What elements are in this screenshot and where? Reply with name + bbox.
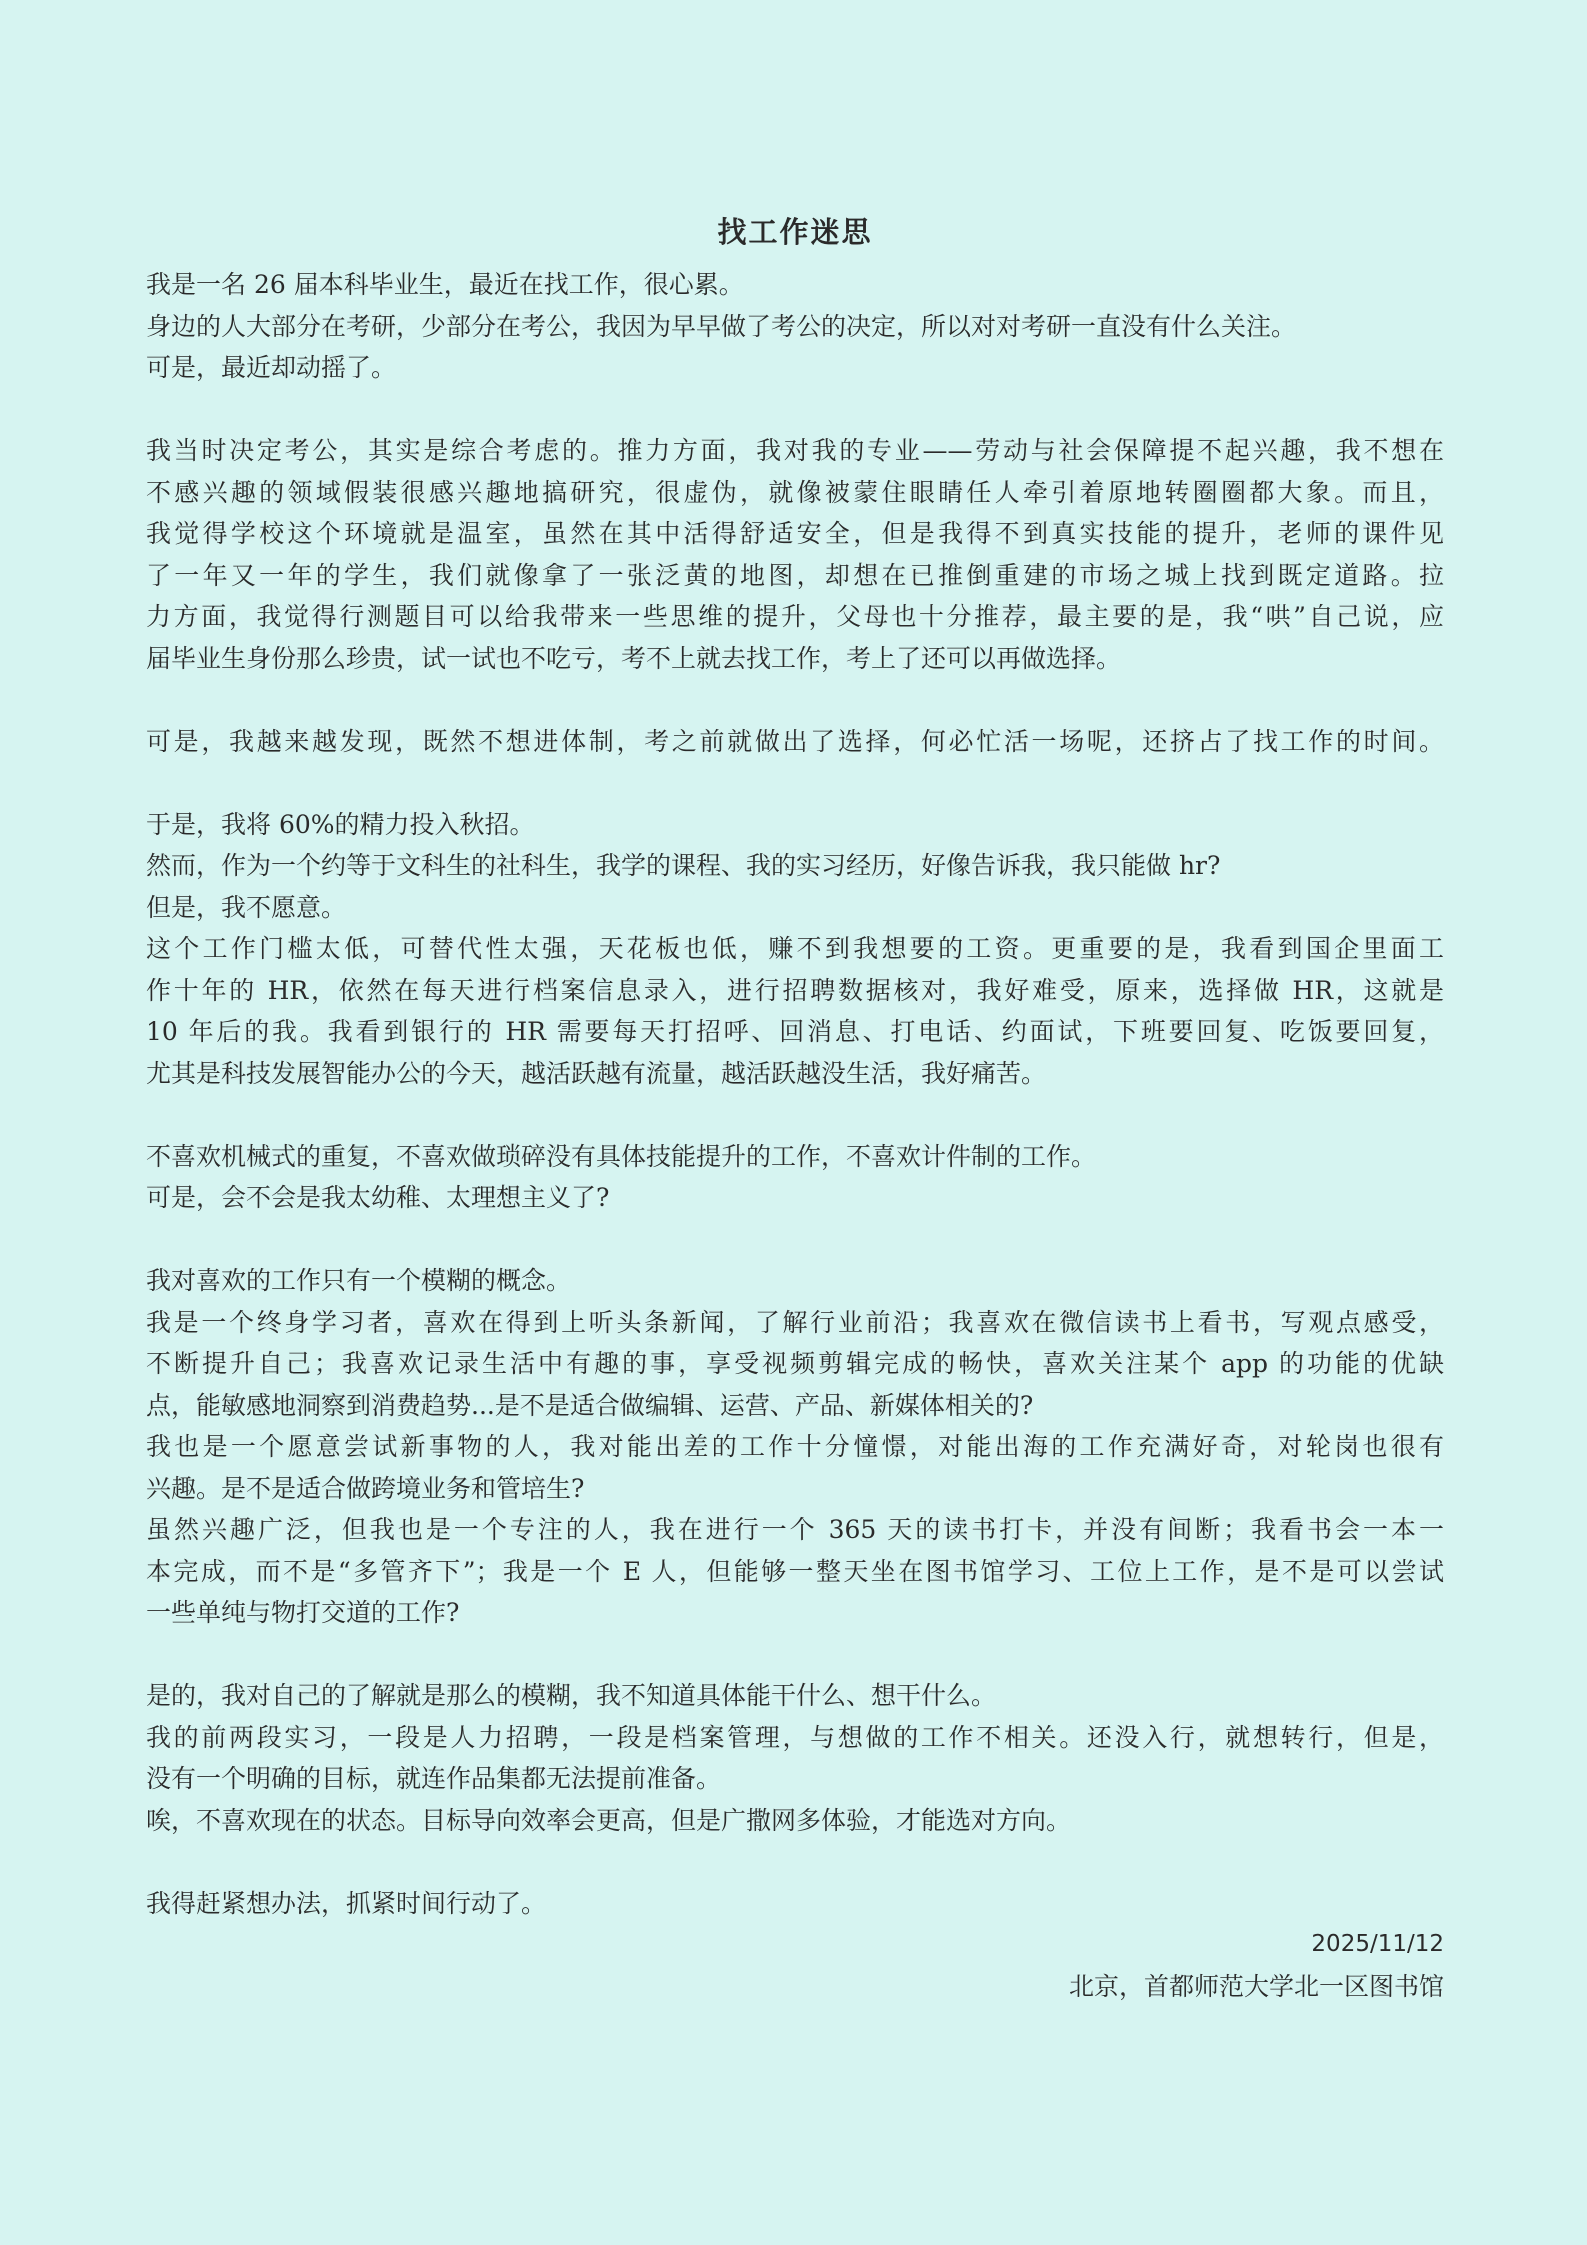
text-line: 唉，不喜欢现在的状态。目标导向效率会更高，但是广撒网多体验，才能选对方向。 (146, 1805, 1072, 1835)
blank-line (146, 1094, 1444, 1136)
text-line: 这个工作门槛太低，可替代性太强，天花板也低，赚不到我想要的工资。更重要的是，我看到国企里面工 (146, 934, 1444, 963)
text-line: 我的前两段实习，一段是人力招聘，一段是档案管理，与想做的工作不相关。还没入行，就想转行，但是， (146, 1722, 1444, 1752)
text-line: 我当时决定考公，其实是综合考虑的。推力方面，我对我的专业——劳动与社会保障提不起兴趣，我不想在 (146, 436, 1444, 465)
text-line: 10 年后的我。我看到银行的 HR 需要每天打招呼、回消息、打电话、约面试，下班要回复、吃饭要回复， (146, 1017, 1444, 1046)
text-line: 然而，作为一个约等于文科生的社科生，我学的课程、我的实习经历，好像告诉我，我只能做 hr? (146, 851, 1221, 880)
blank-line (146, 389, 1444, 431)
document-body (146, 264, 1444, 1924)
text-line: 尤其是科技发展智能办公的今天，越活跃越有流量，越活跃越没生活，我好痛苦。 (146, 1058, 1047, 1088)
text-line: 点，能敏感地洞察到消费趋势...是不是适合做编辑、运营、产品、新媒体相关的? (146, 1390, 1034, 1420)
text-line: 我是一个终身学习者，喜欢在得到上听头条新闻，了解行业前沿；我喜欢在微信读书上看书，写观点感受， (146, 1307, 1444, 1337)
signature-date: 2025/11/12 (1311, 1931, 1444, 1957)
text-line: 可是，最近却动摇了。 (146, 353, 397, 382)
text-line: 虽然兴趣广泛，但我也是一个专注的人，我在进行一个 365 天的读书打卡，并没有间断；我看书会一本一 (146, 1515, 1444, 1544)
text-line: 力方面，我觉得行测题目可以给我带来一些思维的提升，父母也十分推荐，最主要的是，我“哄”自己说，应 (146, 602, 1444, 631)
blank-line (146, 1841, 1444, 1883)
document-page (146, 200, 1444, 2007)
text-line: 于是，我将 60%的精力投入秋招。 (146, 809, 535, 839)
text-line: 我对喜欢的工作只有一个模糊的概念。 (146, 1266, 572, 1295)
text-line: 我觉得学校这个环境就是温室，虽然在其中活得舒适安全，但是我得不到真实技能的提升，老师的课件见 (146, 519, 1444, 548)
text-line: 可是，会不会是我太幼稚、太理想主义了? (146, 1183, 610, 1212)
signature-block (146, 1924, 1444, 2007)
text-line: 了一年又一年的学生，我们就像拿了一张泛黄的地图，却想在已推倒重建的市场之城上找到既定道路。拉 (146, 560, 1444, 590)
text-line: 不感兴趣的领域假装很感兴趣地搞研究，很虚伪，就像被蒙住眼睛任人牵引着原地转圈圈都大象。而且， (146, 477, 1444, 507)
text-line: 不断提升自己；我喜欢记录生活中有趣的事，享受视频剪辑完成的畅快，喜欢关注某个 app 的功能的优缺 (146, 1349, 1444, 1378)
text-line: 但是，我不愿意。 (146, 892, 347, 922)
text-line: 我得赶紧想办法，抓紧时间行动了。 (146, 1888, 547, 1918)
text-line: 我是一名 26 届本科毕业生，最近在找工作，很心累。 (146, 270, 744, 299)
text-line: 届毕业生身份那么珍贵，试一试也不吃亏，考不上就去找工作，考上了还可以再做选择。 (146, 643, 1122, 673)
text-line: 可是，我越来越发现，既然不想进体制，考之前就做出了选择，何必忙活一场呢，还挤占了找工作的时间。 (146, 726, 1444, 756)
text-line: 没有一个明确的目标，就连作品集都无法提前准备。 (146, 1764, 722, 1793)
text-line: 是的，我对自己的了解就是那么的模糊，我不知道具体能干什么、想干什么。 (146, 1681, 997, 1710)
text-line: 不喜欢机械式的重复，不喜欢做琐碎没有具体技能提升的工作，不喜欢计件制的工作。 (146, 1141, 1097, 1171)
document-title: 找工作迷思 (717, 215, 873, 249)
text-line: 身边的人大部分在考研，少部分在考公，我因为早早做了考公的决定，所以对对考研一直没有什么关注。 (146, 311, 1297, 341)
text-line: 兴趣。是不是适合做跨境业务和管培生? (146, 1473, 585, 1503)
text-line: 一些单纯与物打交道的工作? (146, 1598, 460, 1627)
signature-location: 北京，首都师范大学北一区图书馆 (1068, 1971, 1444, 2001)
blank-line (146, 762, 1444, 804)
blank-line (146, 1219, 1444, 1261)
text-line: 作十年的 HR，依然在每天进行档案信息录入，进行招聘数据核对，我好难受，原来，选择做 HR，这就是 (146, 975, 1444, 1005)
text-line: 我也是一个愿意尝试新事物的人，我对能出差的工作十分憧憬，对能出海的工作充满好奇，对轮岗也很有 (146, 1432, 1444, 1461)
text-line: 本完成，而不是“多管齐下”；我是一个 E 人，但能够一整天坐在图书馆学习、工位上工作，是不是可以尝试 (146, 1556, 1444, 1586)
blank-line (146, 679, 1444, 721)
blank-line (146, 1634, 1444, 1676)
